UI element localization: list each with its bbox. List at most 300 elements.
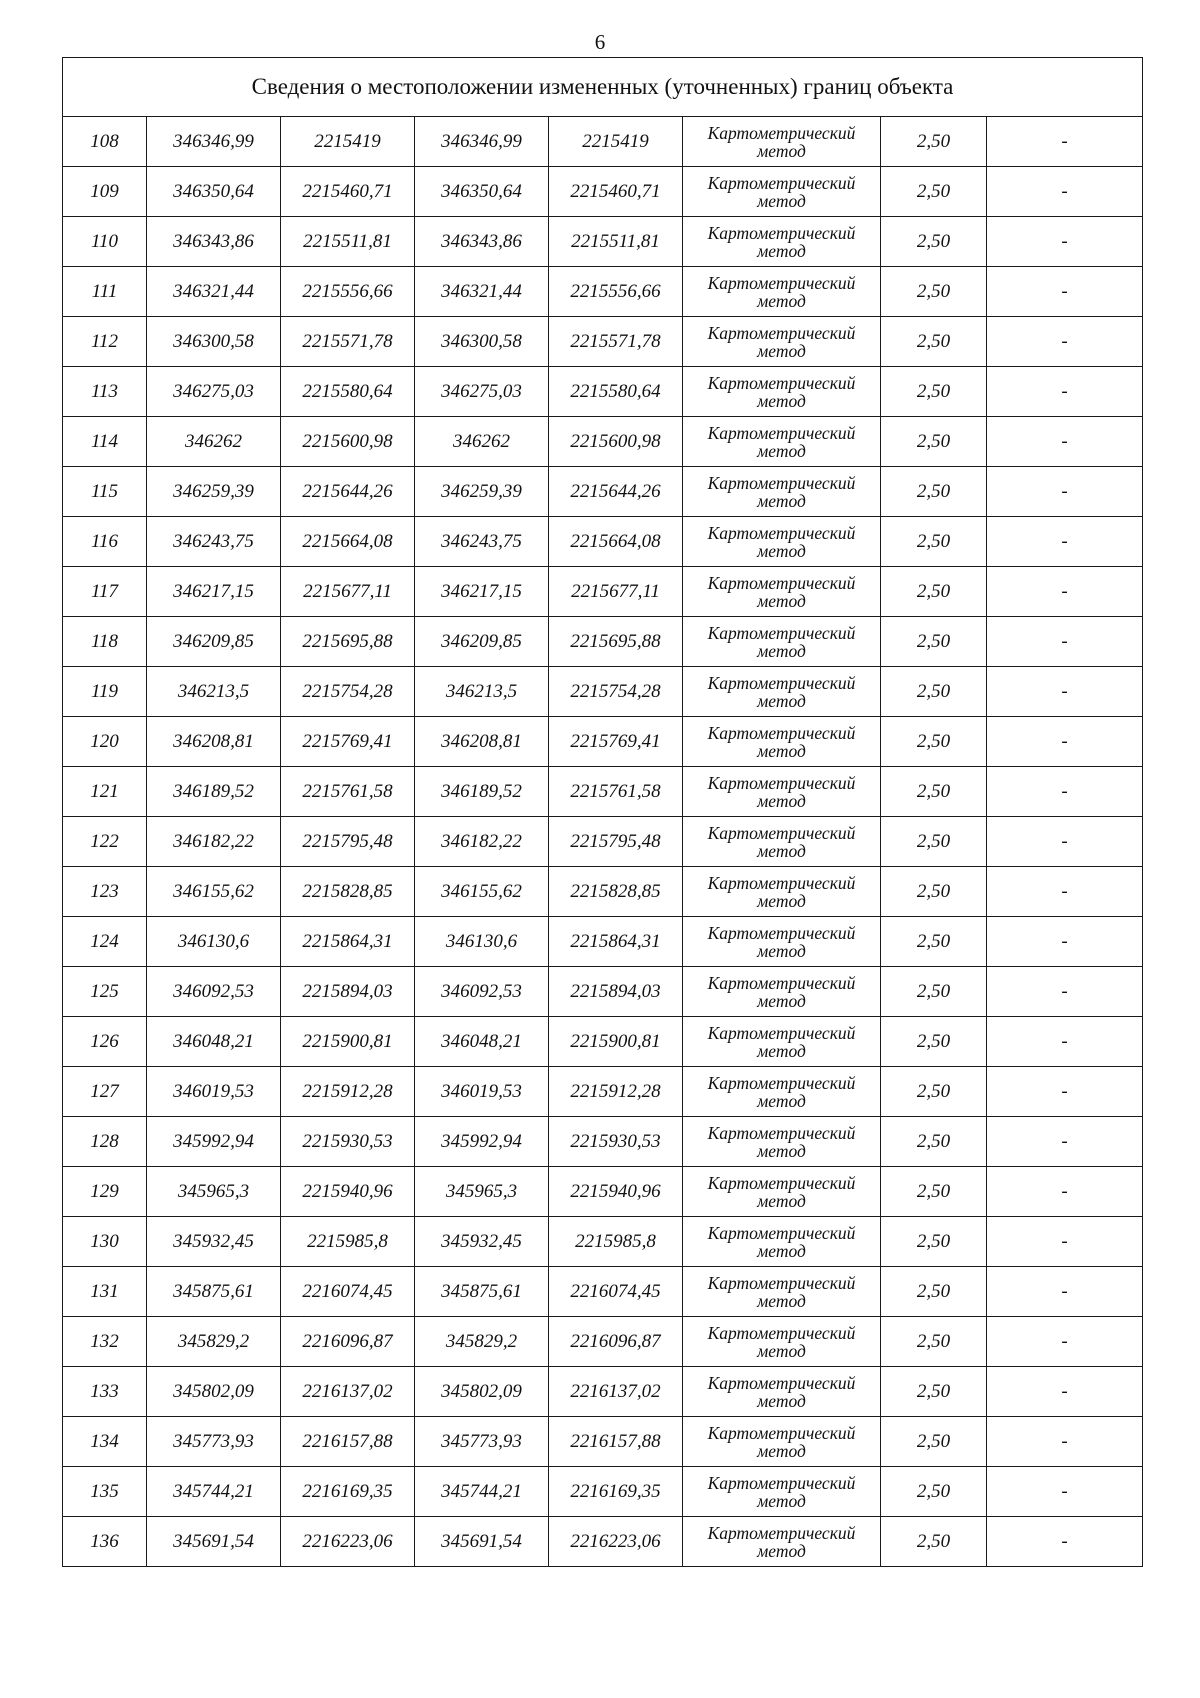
refined-x-cell: 346209,85	[415, 617, 549, 667]
existing-y-cell: 2215864,31	[281, 917, 415, 967]
refined-y-cell: 2215985,8	[549, 1217, 683, 1267]
method-line-1: Картометрический	[707, 1222, 856, 1243]
table-row	[63, 467, 1143, 517]
existing-x-cell: 345965,3	[147, 1167, 281, 1217]
method-line-1: Картометрический	[707, 322, 856, 343]
note-cell: -	[987, 717, 1143, 767]
method-cell	[683, 267, 881, 317]
existing-y-cell: 2215644,26	[281, 467, 415, 517]
note-cell: -	[987, 867, 1143, 917]
existing-y-cell: 2216169,35	[281, 1467, 415, 1517]
point-number-cell: 130	[63, 1217, 147, 1267]
method-line-2: метод	[757, 1040, 806, 1061]
table-row	[63, 1217, 1143, 1267]
refined-y-cell: 2215600,98	[549, 417, 683, 467]
note-cell: -	[987, 617, 1143, 667]
accuracy-cell: 2,50	[881, 767, 987, 817]
accuracy-cell: 2,50	[881, 517, 987, 567]
accuracy-cell: 2,50	[881, 217, 987, 267]
refined-x-cell: 346048,21	[415, 1017, 549, 1067]
table-row	[63, 1167, 1143, 1217]
method-line-2: метод	[757, 940, 806, 961]
method-cell	[683, 817, 881, 867]
note-cell: -	[987, 1467, 1143, 1517]
note-cell: -	[987, 1117, 1143, 1167]
accuracy-cell: 2,50	[881, 1267, 987, 1317]
refined-y-cell: 2215571,78	[549, 317, 683, 367]
existing-y-cell: 2216157,88	[281, 1417, 415, 1467]
method-cell	[683, 917, 881, 967]
accuracy-cell: 2,50	[881, 1167, 987, 1217]
accuracy-cell: 2,50	[881, 567, 987, 617]
existing-x-cell: 345744,21	[147, 1467, 281, 1517]
method-cell	[683, 1217, 881, 1267]
refined-y-cell: 2215912,28	[549, 1067, 683, 1117]
method-line-2: метод	[757, 490, 806, 511]
refined-x-cell: 346182,22	[415, 817, 549, 867]
refined-x-cell: 345992,94	[415, 1117, 549, 1167]
method-line-2: метод	[757, 340, 806, 361]
table-row	[63, 1017, 1143, 1067]
method-line-1: Картометрический	[707, 1072, 856, 1093]
note-cell: -	[987, 1017, 1143, 1067]
existing-x-cell: 345802,09	[147, 1367, 281, 1417]
existing-x-cell: 346019,53	[147, 1067, 281, 1117]
point-number-cell: 134	[63, 1417, 147, 1467]
method-line-1: Картометрический	[707, 272, 856, 293]
method-cell	[683, 1117, 881, 1167]
method-cell	[683, 417, 881, 467]
method-line-2: метод	[757, 190, 806, 211]
method-line-1: Картометрический	[707, 1172, 856, 1193]
note-cell: -	[987, 817, 1143, 867]
table-row	[63, 1367, 1143, 1417]
note-cell: -	[987, 767, 1143, 817]
refined-y-cell: 2215580,64	[549, 367, 683, 417]
note-cell: -	[987, 167, 1143, 217]
point-number-cell: 117	[63, 567, 147, 617]
method-cell	[683, 767, 881, 817]
table-row	[63, 417, 1143, 467]
refined-y-cell: 2215828,85	[549, 867, 683, 917]
table-row	[63, 1267, 1143, 1317]
refined-y-cell: 2215761,58	[549, 767, 683, 817]
existing-y-cell: 2215930,53	[281, 1117, 415, 1167]
refined-y-cell: 2215930,53	[549, 1117, 683, 1167]
accuracy-cell: 2,50	[881, 167, 987, 217]
existing-x-cell: 346350,64	[147, 167, 281, 217]
accuracy-cell: 2,50	[881, 1367, 987, 1417]
refined-x-cell: 345829,2	[415, 1317, 549, 1367]
existing-x-cell: 346048,21	[147, 1017, 281, 1067]
existing-x-cell: 346343,86	[147, 217, 281, 267]
table-row	[63, 517, 1143, 567]
refined-y-cell: 2215511,81	[549, 217, 683, 267]
method-line-2: метод	[757, 640, 806, 661]
existing-x-cell: 346321,44	[147, 267, 281, 317]
refined-y-cell: 2216157,88	[549, 1417, 683, 1467]
table-row	[63, 317, 1143, 367]
table-row	[63, 767, 1143, 817]
existing-x-cell: 346209,85	[147, 617, 281, 667]
existing-y-cell: 2216074,45	[281, 1267, 415, 1317]
accuracy-cell: 2,50	[881, 1417, 987, 1467]
point-number-cell: 109	[63, 167, 147, 217]
table-row	[63, 217, 1143, 267]
method-line-1: Картометрический	[707, 772, 856, 793]
point-number-cell: 113	[63, 367, 147, 417]
note-cell: -	[987, 967, 1143, 1017]
table-row	[63, 567, 1143, 617]
note-cell: -	[987, 1417, 1143, 1467]
refined-x-cell: 346208,81	[415, 717, 549, 767]
accuracy-cell: 2,50	[881, 1217, 987, 1267]
table-row	[63, 167, 1143, 217]
table-row	[63, 1067, 1143, 1117]
refined-y-cell: 2215900,81	[549, 1017, 683, 1067]
method-cell	[683, 1167, 881, 1217]
note-cell: -	[987, 117, 1143, 167]
method-cell	[683, 1517, 881, 1567]
method-line-1: Картометрический	[707, 1122, 856, 1143]
refined-y-cell: 2215644,26	[549, 467, 683, 517]
method-line-1: Картометрический	[707, 1022, 856, 1043]
method-line-1: Картометрический	[707, 1472, 856, 1493]
table-row	[63, 617, 1143, 667]
existing-x-cell: 346259,39	[147, 467, 281, 517]
method-cell	[683, 1067, 881, 1117]
method-cell	[683, 517, 881, 567]
method-line-1: Картометрический	[707, 522, 856, 543]
method-line-1: Картометрический	[707, 1422, 856, 1443]
note-cell: -	[987, 567, 1143, 617]
method-line-2: метод	[757, 1240, 806, 1261]
point-number-cell: 116	[63, 517, 147, 567]
method-line-1: Картометрический	[707, 1372, 856, 1393]
existing-y-cell: 2216137,02	[281, 1367, 415, 1417]
point-number-cell: 118	[63, 617, 147, 667]
existing-x-cell: 346262	[147, 417, 281, 467]
method-line-2: метод	[757, 440, 806, 461]
existing-y-cell: 2215769,41	[281, 717, 415, 767]
refined-x-cell: 346300,58	[415, 317, 549, 367]
table-caption: Сведения о местоположении измененных (уточненных) границ объекта	[63, 58, 1143, 117]
method-line-2: метод	[757, 1090, 806, 1111]
accuracy-cell: 2,50	[881, 267, 987, 317]
existing-y-cell: 2216223,06	[281, 1517, 415, 1567]
refined-x-cell: 345744,21	[415, 1467, 549, 1517]
method-line-1: Картометрический	[707, 922, 856, 943]
existing-x-cell: 345829,2	[147, 1317, 281, 1367]
note-cell: -	[987, 1167, 1143, 1217]
point-number-cell: 132	[63, 1317, 147, 1367]
table-row	[63, 967, 1143, 1017]
refined-y-cell: 2216074,45	[549, 1267, 683, 1317]
existing-y-cell: 2215894,03	[281, 967, 415, 1017]
existing-x-cell: 346300,58	[147, 317, 281, 367]
method-line-2: метод	[757, 890, 806, 911]
existing-x-cell: 346275,03	[147, 367, 281, 417]
refined-y-cell: 2215677,11	[549, 567, 683, 617]
point-number-cell: 126	[63, 1017, 147, 1067]
refined-x-cell: 346259,39	[415, 467, 549, 517]
table-caption-row	[63, 58, 1143, 117]
refined-y-cell: 2215864,31	[549, 917, 683, 967]
method-cell	[683, 617, 881, 667]
refined-x-cell: 346155,62	[415, 867, 549, 917]
refined-y-cell: 2215894,03	[549, 967, 683, 1017]
refined-y-cell: 2215795,48	[549, 817, 683, 867]
method-line-1: Картометрический	[707, 222, 856, 243]
accuracy-cell: 2,50	[881, 467, 987, 517]
method-line-2: метод	[757, 590, 806, 611]
existing-x-cell: 346092,53	[147, 967, 281, 1017]
note-cell: -	[987, 417, 1143, 467]
refined-x-cell: 346019,53	[415, 1067, 549, 1117]
table-row	[63, 667, 1143, 717]
point-number-cell: 108	[63, 117, 147, 167]
note-cell: -	[987, 917, 1143, 967]
point-number-cell: 110	[63, 217, 147, 267]
method-cell	[683, 867, 881, 917]
refined-x-cell: 346189,52	[415, 767, 549, 817]
accuracy-cell: 2,50	[881, 817, 987, 867]
existing-x-cell: 346155,62	[147, 867, 281, 917]
accuracy-cell: 2,50	[881, 617, 987, 667]
table-row	[63, 267, 1143, 317]
method-line-2: метод	[757, 540, 806, 561]
point-number-cell: 133	[63, 1367, 147, 1417]
refined-x-cell: 345773,93	[415, 1417, 549, 1467]
refined-x-cell: 345932,45	[415, 1217, 549, 1267]
point-number-cell: 125	[63, 967, 147, 1017]
existing-y-cell: 2215556,66	[281, 267, 415, 317]
point-number-cell: 112	[63, 317, 147, 367]
existing-y-cell: 2215664,08	[281, 517, 415, 567]
method-line-1: Картометрический	[707, 1272, 856, 1293]
method-line-2: метод	[757, 1140, 806, 1161]
accuracy-cell: 2,50	[881, 667, 987, 717]
point-number-cell: 128	[63, 1117, 147, 1167]
note-cell: -	[987, 667, 1143, 717]
refined-x-cell: 345802,09	[415, 1367, 549, 1417]
existing-x-cell: 346346,99	[147, 117, 281, 167]
method-line-2: метод	[757, 290, 806, 311]
existing-y-cell: 2215761,58	[281, 767, 415, 817]
note-cell: -	[987, 367, 1143, 417]
point-number-cell: 135	[63, 1467, 147, 1517]
refined-x-cell: 346092,53	[415, 967, 549, 1017]
method-cell	[683, 967, 881, 1017]
point-number-cell: 123	[63, 867, 147, 917]
method-cell	[683, 1417, 881, 1467]
refined-y-cell: 2215664,08	[549, 517, 683, 567]
method-line-1: Картометрический	[707, 472, 856, 493]
note-cell: -	[987, 517, 1143, 567]
method-line-1: Картометрический	[707, 372, 856, 393]
table-row	[63, 867, 1143, 917]
accuracy-cell: 2,50	[881, 967, 987, 1017]
point-number-cell: 120	[63, 717, 147, 767]
method-cell	[683, 167, 881, 217]
refined-y-cell: 2215940,96	[549, 1167, 683, 1217]
method-line-2: метод	[757, 1540, 806, 1561]
existing-x-cell: 345932,45	[147, 1217, 281, 1267]
point-number-cell: 114	[63, 417, 147, 467]
method-line-1: Картометрический	[707, 1522, 856, 1543]
accuracy-cell: 2,50	[881, 917, 987, 967]
method-line-1: Картометрический	[707, 722, 856, 743]
existing-y-cell: 2215580,64	[281, 367, 415, 417]
point-number-cell: 124	[63, 917, 147, 967]
method-line-1: Картометрический	[707, 872, 856, 893]
refined-y-cell: 2215556,66	[549, 267, 683, 317]
existing-y-cell: 2215795,48	[281, 817, 415, 867]
existing-y-cell: 2215600,98	[281, 417, 415, 467]
existing-x-cell: 346130,6	[147, 917, 281, 967]
method-line-1: Картометрический	[707, 122, 856, 143]
table-row	[63, 1317, 1143, 1367]
note-cell: -	[987, 217, 1143, 267]
existing-x-cell: 346208,81	[147, 717, 281, 767]
refined-x-cell: 346350,64	[415, 167, 549, 217]
method-line-2: метод	[757, 390, 806, 411]
method-cell	[683, 1017, 881, 1067]
page-number: 6	[594, 30, 606, 54]
existing-y-cell: 2215940,96	[281, 1167, 415, 1217]
method-line-2: метод	[757, 140, 806, 161]
method-cell	[683, 667, 881, 717]
table-row	[63, 717, 1143, 767]
existing-y-cell: 2215695,88	[281, 617, 415, 667]
note-cell: -	[987, 317, 1143, 367]
accuracy-cell: 2,50	[881, 417, 987, 467]
refined-x-cell: 346243,75	[415, 517, 549, 567]
boundary-coordinates-table	[62, 57, 1143, 1567]
note-cell: -	[987, 1317, 1143, 1367]
refined-y-cell: 2216096,87	[549, 1317, 683, 1367]
refined-x-cell: 346130,6	[415, 917, 549, 967]
existing-y-cell: 2215985,8	[281, 1217, 415, 1267]
method-line-1: Картометрический	[707, 972, 856, 993]
accuracy-cell: 2,50	[881, 1317, 987, 1367]
refined-y-cell: 2216137,02	[549, 1367, 683, 1417]
existing-y-cell: 2215460,71	[281, 167, 415, 217]
method-line-1: Картометрический	[707, 822, 856, 843]
method-cell	[683, 117, 881, 167]
accuracy-cell: 2,50	[881, 717, 987, 767]
point-number-cell: 129	[63, 1167, 147, 1217]
existing-x-cell: 346213,5	[147, 667, 281, 717]
refined-x-cell: 346343,86	[415, 217, 549, 267]
table-row	[63, 817, 1143, 867]
existing-y-cell: 2215754,28	[281, 667, 415, 717]
refined-y-cell: 2215419	[549, 117, 683, 167]
method-cell	[683, 367, 881, 417]
existing-y-cell: 2215900,81	[281, 1017, 415, 1067]
existing-x-cell: 346189,52	[147, 767, 281, 817]
existing-x-cell: 345773,93	[147, 1417, 281, 1467]
method-line-2: метод	[757, 1340, 806, 1361]
method-line-1: Картометрический	[707, 672, 856, 693]
method-cell	[683, 1267, 881, 1317]
refined-y-cell: 2215769,41	[549, 717, 683, 767]
point-number-cell: 131	[63, 1267, 147, 1317]
table-row	[63, 1517, 1143, 1567]
method-line-2: метод	[757, 990, 806, 1011]
table-row	[63, 367, 1143, 417]
refined-x-cell: 345965,3	[415, 1167, 549, 1217]
method-line-2: метод	[757, 1290, 806, 1311]
method-cell	[683, 567, 881, 617]
method-line-1: Картометрический	[707, 572, 856, 593]
accuracy-cell: 2,50	[881, 1117, 987, 1167]
method-line-2: метод	[757, 1490, 806, 1511]
accuracy-cell: 2,50	[881, 1467, 987, 1517]
note-cell: -	[987, 1367, 1143, 1417]
accuracy-cell: 2,50	[881, 367, 987, 417]
method-line-2: метод	[757, 690, 806, 711]
method-cell	[683, 467, 881, 517]
accuracy-cell: 2,50	[881, 1067, 987, 1117]
method-line-2: метод	[757, 1390, 806, 1411]
refined-x-cell: 346262	[415, 417, 549, 467]
table-row	[63, 117, 1143, 167]
existing-y-cell: 2215912,28	[281, 1067, 415, 1117]
refined-x-cell: 345875,61	[415, 1267, 549, 1317]
method-cell	[683, 717, 881, 767]
note-cell: -	[987, 1067, 1143, 1117]
refined-x-cell: 346346,99	[415, 117, 549, 167]
accuracy-cell: 2,50	[881, 1517, 987, 1567]
method-line-1: Картометрический	[707, 1322, 856, 1343]
method-cell	[683, 317, 881, 367]
existing-y-cell: 2216096,87	[281, 1317, 415, 1367]
existing-y-cell: 2215571,78	[281, 317, 415, 367]
accuracy-cell: 2,50	[881, 867, 987, 917]
note-cell: -	[987, 1217, 1143, 1267]
note-cell: -	[987, 267, 1143, 317]
note-cell: -	[987, 467, 1143, 517]
method-line-2: метод	[757, 740, 806, 761]
table-row	[63, 1467, 1143, 1517]
method-line-2: метод	[757, 240, 806, 261]
method-cell	[683, 217, 881, 267]
method-cell	[683, 1367, 881, 1417]
refined-x-cell: 345691,54	[415, 1517, 549, 1567]
existing-y-cell: 2215419	[281, 117, 415, 167]
method-line-2: метод	[757, 1440, 806, 1461]
table-row	[63, 917, 1143, 967]
point-number-cell: 115	[63, 467, 147, 517]
method-line-2: метод	[757, 790, 806, 811]
existing-x-cell: 345992,94	[147, 1117, 281, 1167]
point-number-cell: 119	[63, 667, 147, 717]
existing-x-cell: 346182,22	[147, 817, 281, 867]
existing-y-cell: 2215511,81	[281, 217, 415, 267]
accuracy-cell: 2,50	[881, 1017, 987, 1067]
method-line-1: Картометрический	[707, 172, 856, 193]
existing-x-cell: 346243,75	[147, 517, 281, 567]
point-number-cell: 136	[63, 1517, 147, 1567]
refined-x-cell: 346213,5	[415, 667, 549, 717]
existing-x-cell: 346217,15	[147, 567, 281, 617]
method-line-1: Картометрический	[707, 422, 856, 443]
accuracy-cell: 2,50	[881, 117, 987, 167]
existing-y-cell: 2215828,85	[281, 867, 415, 917]
refined-y-cell: 2216169,35	[549, 1467, 683, 1517]
table-row	[63, 1417, 1143, 1467]
